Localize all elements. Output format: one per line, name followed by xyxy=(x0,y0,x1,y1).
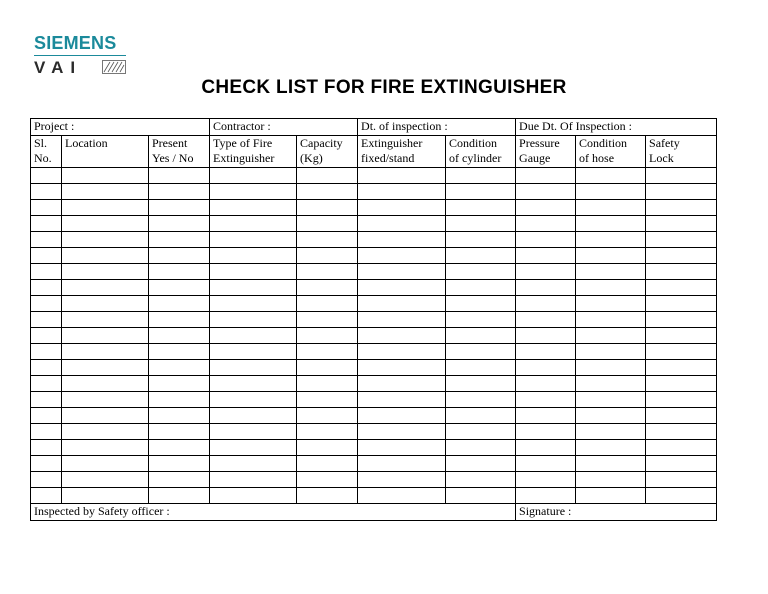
table-cell[interactable] xyxy=(446,200,516,216)
table-cell[interactable] xyxy=(446,168,516,184)
table-cell[interactable] xyxy=(31,184,62,200)
table-cell[interactable] xyxy=(210,360,297,376)
column-header xyxy=(62,136,149,168)
table-cell[interactable] xyxy=(446,312,516,328)
table-row xyxy=(31,488,717,504)
table-cell[interactable] xyxy=(358,312,446,328)
table-cell[interactable] xyxy=(576,360,646,376)
table-cell[interactable] xyxy=(446,184,516,200)
table-row xyxy=(31,344,717,360)
table-row xyxy=(31,360,717,376)
table-cell[interactable] xyxy=(62,376,149,392)
column-header-line1: Sl. xyxy=(34,136,48,150)
table-cell[interactable] xyxy=(210,376,297,392)
table-cell[interactable] xyxy=(576,472,646,488)
table-cell[interactable] xyxy=(576,376,646,392)
table-cell[interactable] xyxy=(149,232,210,248)
table-cell[interactable] xyxy=(446,264,516,280)
inspected-by-label: Inspected by Safety officer : xyxy=(34,504,170,518)
table-cell[interactable] xyxy=(516,408,576,424)
table-cell[interactable] xyxy=(358,216,446,232)
column-header-line1: Present xyxy=(152,136,188,150)
project-field[interactable] xyxy=(31,119,210,136)
table-cell[interactable] xyxy=(446,456,516,472)
page-title: CHECK LIST FOR FIRE EXTINGUISHER xyxy=(201,77,567,98)
table-cell[interactable] xyxy=(31,312,62,328)
table-cell[interactable] xyxy=(646,184,717,200)
table-cell[interactable] xyxy=(576,184,646,200)
table-row xyxy=(31,248,717,264)
table-cell[interactable] xyxy=(210,232,297,248)
table-cell[interactable] xyxy=(297,360,358,376)
table-row xyxy=(31,168,717,184)
table-cell[interactable] xyxy=(516,328,576,344)
column-header xyxy=(576,136,646,168)
table-cell[interactable] xyxy=(446,328,516,344)
table-cell[interactable] xyxy=(149,376,210,392)
table-cell[interactable] xyxy=(297,200,358,216)
table-row xyxy=(31,216,717,232)
column-header-line2: (Kg) xyxy=(300,151,323,165)
table-cell[interactable] xyxy=(297,168,358,184)
table-cell[interactable] xyxy=(576,456,646,472)
table-row xyxy=(31,440,717,456)
table-cell[interactable] xyxy=(358,264,446,280)
table-cell[interactable] xyxy=(62,296,149,312)
table-cell[interactable] xyxy=(516,296,576,312)
table-cell[interactable] xyxy=(358,472,446,488)
table-cell[interactable] xyxy=(297,392,358,408)
column-header-line1: Capacity xyxy=(300,136,343,150)
table-cell[interactable] xyxy=(358,344,446,360)
table-cell[interactable] xyxy=(210,216,297,232)
table-cell[interactable] xyxy=(516,200,576,216)
table-cell[interactable] xyxy=(446,360,516,376)
table-cell[interactable] xyxy=(149,312,210,328)
table-cell[interactable] xyxy=(297,312,358,328)
column-header-line2: Extinguisher xyxy=(213,151,275,165)
table-cell[interactable] xyxy=(31,328,62,344)
table-row xyxy=(31,264,717,280)
table-cell[interactable] xyxy=(210,168,297,184)
due-date-label: Due Dt. Of Inspection : xyxy=(519,119,633,133)
table-cell[interactable] xyxy=(646,488,717,504)
table-cell[interactable] xyxy=(516,168,576,184)
table-cell[interactable] xyxy=(576,344,646,360)
table-cell[interactable] xyxy=(446,232,516,248)
logo-divider xyxy=(34,55,126,56)
table-cell[interactable] xyxy=(358,360,446,376)
table-cell[interactable] xyxy=(62,360,149,376)
table-cell[interactable] xyxy=(31,440,62,456)
logo-sub-text: VAI xyxy=(34,58,83,77)
table-cell[interactable] xyxy=(297,296,358,312)
table-cell[interactable] xyxy=(358,328,446,344)
table-cell[interactable] xyxy=(31,376,62,392)
table-cell[interactable] xyxy=(31,168,62,184)
contractor-field[interactable] xyxy=(210,119,358,136)
table-cell[interactable] xyxy=(516,360,576,376)
table-row xyxy=(31,456,717,472)
table-cell[interactable] xyxy=(31,216,62,232)
table-cell[interactable] xyxy=(576,488,646,504)
column-header xyxy=(149,136,210,168)
table-cell[interactable] xyxy=(646,264,717,280)
column-header-line1: Type of Fire xyxy=(213,136,273,150)
table-cell[interactable] xyxy=(31,456,62,472)
table-cell[interactable] xyxy=(358,392,446,408)
table-cell[interactable] xyxy=(446,472,516,488)
table-cell[interactable] xyxy=(149,392,210,408)
table-cell[interactable] xyxy=(516,488,576,504)
table-cell[interactable] xyxy=(149,344,210,360)
table-cell[interactable] xyxy=(31,248,62,264)
column-header-line2: Yes / No xyxy=(152,151,194,165)
table-cell[interactable] xyxy=(516,424,576,440)
table-row xyxy=(31,472,717,488)
table-cell[interactable] xyxy=(516,392,576,408)
table-cell[interactable] xyxy=(358,376,446,392)
table-cell[interactable] xyxy=(297,424,358,440)
table-cell[interactable] xyxy=(576,248,646,264)
column-header-line1: Pressure xyxy=(519,136,560,150)
table-cell[interactable] xyxy=(576,200,646,216)
table-cell[interactable] xyxy=(516,248,576,264)
table-cell[interactable] xyxy=(62,200,149,216)
table-cell[interactable] xyxy=(446,488,516,504)
table-cell[interactable] xyxy=(646,168,717,184)
table-cell[interactable] xyxy=(62,328,149,344)
table-cell[interactable] xyxy=(149,264,210,280)
inspection-date-label: Dt. of inspection : xyxy=(361,119,448,133)
table-cell[interactable] xyxy=(149,472,210,488)
table-cell[interactable] xyxy=(62,280,149,296)
table-cell[interactable] xyxy=(62,168,149,184)
contractor-label: Contractor : xyxy=(213,119,271,133)
table-cell[interactable] xyxy=(149,248,210,264)
table-cell[interactable] xyxy=(646,408,717,424)
table-cell[interactable] xyxy=(358,248,446,264)
table-cell[interactable] xyxy=(297,216,358,232)
table-cell[interactable] xyxy=(149,168,210,184)
table-row xyxy=(31,408,717,424)
table-cell[interactable] xyxy=(149,424,210,440)
table-cell[interactable] xyxy=(516,184,576,200)
table-cell[interactable] xyxy=(576,408,646,424)
column-header-line2: fixed/stand xyxy=(361,151,415,165)
table-cell[interactable] xyxy=(576,392,646,408)
table-cell[interactable] xyxy=(31,280,62,296)
table-cell[interactable] xyxy=(358,168,446,184)
table-cell[interactable] xyxy=(297,184,358,200)
table-cell[interactable] xyxy=(297,280,358,296)
table-cell[interactable] xyxy=(646,376,717,392)
table-cell[interactable] xyxy=(149,456,210,472)
column-header-row xyxy=(31,136,717,168)
table-cell[interactable] xyxy=(31,424,62,440)
table-cell[interactable] xyxy=(210,440,297,456)
table-row xyxy=(31,424,717,440)
table-cell[interactable] xyxy=(210,456,297,472)
table-cell[interactable] xyxy=(576,280,646,296)
table-cell[interactable] xyxy=(210,264,297,280)
table-cell[interactable] xyxy=(646,440,717,456)
table-cell[interactable] xyxy=(149,200,210,216)
table-cell[interactable] xyxy=(149,408,210,424)
table-cell[interactable] xyxy=(210,280,297,296)
table-cell[interactable] xyxy=(516,344,576,360)
table-cell[interactable] xyxy=(358,232,446,248)
table-cell[interactable] xyxy=(31,232,62,248)
table-cell[interactable] xyxy=(446,296,516,312)
table-cell[interactable] xyxy=(358,456,446,472)
table-cell[interactable] xyxy=(210,184,297,200)
table-cell[interactable] xyxy=(62,472,149,488)
table-cell[interactable] xyxy=(62,456,149,472)
table-row xyxy=(31,232,717,248)
table-cell[interactable] xyxy=(358,184,446,200)
column-header xyxy=(446,136,516,168)
column-header-line1: Condition xyxy=(579,136,628,150)
table-row xyxy=(31,312,717,328)
table-cell[interactable] xyxy=(31,344,62,360)
table-cell[interactable] xyxy=(31,296,62,312)
signature-field[interactable] xyxy=(516,504,717,521)
table-cell[interactable] xyxy=(446,280,516,296)
table-cell[interactable] xyxy=(210,424,297,440)
table-cell[interactable] xyxy=(31,360,62,376)
table-cell[interactable] xyxy=(358,440,446,456)
footer-row xyxy=(31,504,717,521)
table-cell[interactable] xyxy=(149,328,210,344)
table-row xyxy=(31,184,717,200)
column-header-line1: Extinguisher xyxy=(361,136,423,150)
table-cell[interactable] xyxy=(516,216,576,232)
table-cell[interactable] xyxy=(446,248,516,264)
table-cell[interactable] xyxy=(646,312,717,328)
table-cell[interactable] xyxy=(210,200,297,216)
table-cell[interactable] xyxy=(646,392,717,408)
table-cell[interactable] xyxy=(446,408,516,424)
table-cell[interactable] xyxy=(576,168,646,184)
column-header-line2: of cylinder xyxy=(449,151,502,165)
table-cell[interactable] xyxy=(516,440,576,456)
table-cell[interactable] xyxy=(149,280,210,296)
table-cell[interactable] xyxy=(646,232,717,248)
table-cell[interactable] xyxy=(149,216,210,232)
table-cell[interactable] xyxy=(297,472,358,488)
column-header xyxy=(297,136,358,168)
column-header-line2: Lock xyxy=(649,151,674,165)
column-header xyxy=(516,136,576,168)
project-label: Project : xyxy=(34,119,75,133)
table-cell[interactable] xyxy=(149,440,210,456)
table-cell[interactable] xyxy=(62,440,149,456)
table-cell[interactable] xyxy=(297,344,358,360)
table-row xyxy=(31,328,717,344)
table-cell[interactable] xyxy=(446,440,516,456)
table-cell[interactable] xyxy=(297,376,358,392)
column-header xyxy=(358,136,446,168)
table-row xyxy=(31,200,717,216)
table-cell[interactable] xyxy=(62,248,149,264)
table-cell[interactable] xyxy=(516,376,576,392)
table-cell[interactable] xyxy=(297,248,358,264)
table-cell[interactable] xyxy=(646,456,717,472)
table-cell[interactable] xyxy=(646,424,717,440)
table-cell[interactable] xyxy=(31,488,62,504)
table-cell[interactable] xyxy=(576,328,646,344)
due-date-field[interactable] xyxy=(516,119,717,136)
table-cell[interactable] xyxy=(210,488,297,504)
table-cell[interactable] xyxy=(358,408,446,424)
table-cell[interactable] xyxy=(62,408,149,424)
table-cell[interactable] xyxy=(516,232,576,248)
table-cell[interactable] xyxy=(62,184,149,200)
column-header-line2: of hose xyxy=(579,151,615,165)
table-cell[interactable] xyxy=(31,472,62,488)
table-cell[interactable] xyxy=(149,296,210,312)
table-cell[interactable] xyxy=(210,312,297,328)
table-cell[interactable] xyxy=(358,280,446,296)
table-cell[interactable] xyxy=(576,232,646,248)
table-row xyxy=(31,280,717,296)
table-cell[interactable] xyxy=(149,184,210,200)
table-cell[interactable] xyxy=(358,296,446,312)
table-cell[interactable] xyxy=(516,280,576,296)
table-cell[interactable] xyxy=(516,312,576,328)
table-cell[interactable] xyxy=(646,200,717,216)
table-cell[interactable] xyxy=(31,264,62,280)
inspection-date-field[interactable] xyxy=(358,119,516,136)
table-row xyxy=(31,376,717,392)
column-header xyxy=(31,136,62,168)
table-cell[interactable] xyxy=(516,264,576,280)
table-cell[interactable] xyxy=(576,264,646,280)
checklist-table xyxy=(30,118,717,521)
table-cell[interactable] xyxy=(646,328,717,344)
table-cell[interactable] xyxy=(646,344,717,360)
column-header-line2: No. xyxy=(34,151,52,165)
table-cell[interactable] xyxy=(210,408,297,424)
column-header-line1: Condition xyxy=(449,136,498,150)
table-cell[interactable] xyxy=(446,216,516,232)
inspected-by-field[interactable] xyxy=(31,504,516,521)
column-header-line1: Safety xyxy=(649,136,680,150)
table-cell[interactable] xyxy=(646,472,717,488)
table-row xyxy=(31,296,717,312)
table-cell[interactable] xyxy=(646,280,717,296)
table-cell[interactable] xyxy=(358,424,446,440)
table-cell[interactable] xyxy=(31,392,62,408)
table-cell[interactable] xyxy=(646,216,717,232)
table-cell[interactable] xyxy=(358,200,446,216)
table-cell[interactable] xyxy=(210,328,297,344)
table-cell[interactable] xyxy=(149,488,210,504)
column-header-line2: Gauge xyxy=(519,151,551,165)
table-cell[interactable] xyxy=(297,264,358,280)
table-cell[interactable] xyxy=(62,424,149,440)
table-cell[interactable] xyxy=(576,312,646,328)
table-cell[interactable] xyxy=(149,360,210,376)
column-header xyxy=(210,136,297,168)
table-cell[interactable] xyxy=(358,488,446,504)
table-cell[interactable] xyxy=(62,264,149,280)
table-cell[interactable] xyxy=(297,232,358,248)
table-cell[interactable] xyxy=(62,216,149,232)
table-cell[interactable] xyxy=(210,392,297,408)
table-cell[interactable] xyxy=(297,440,358,456)
header-info-row xyxy=(31,119,717,136)
table-cell[interactable] xyxy=(297,456,358,472)
table-cell[interactable] xyxy=(62,392,149,408)
table-cell[interactable] xyxy=(297,328,358,344)
table-cell[interactable] xyxy=(646,248,717,264)
table-cell[interactable] xyxy=(646,296,717,312)
table-cell[interactable] xyxy=(446,376,516,392)
table-cell[interactable] xyxy=(62,344,149,360)
table-cell[interactable] xyxy=(576,216,646,232)
table-cell[interactable] xyxy=(31,408,62,424)
table-cell[interactable] xyxy=(516,472,576,488)
signature-label: Signature : xyxy=(519,504,572,518)
column-header xyxy=(646,136,717,168)
table-cell[interactable] xyxy=(62,232,149,248)
table-cell[interactable] xyxy=(62,312,149,328)
table-cell[interactable] xyxy=(62,488,149,504)
table-cell[interactable] xyxy=(516,456,576,472)
table-cell[interactable] xyxy=(210,472,297,488)
table-cell[interactable] xyxy=(576,440,646,456)
table-cell[interactable] xyxy=(210,296,297,312)
table-cell[interactable] xyxy=(31,200,62,216)
table-cell[interactable] xyxy=(297,488,358,504)
table-cell[interactable] xyxy=(210,344,297,360)
table-cell[interactable] xyxy=(576,296,646,312)
table-cell[interactable] xyxy=(210,248,297,264)
siemens-vai-logo xyxy=(34,33,134,79)
table-cell[interactable] xyxy=(446,424,516,440)
table-cell[interactable] xyxy=(646,360,717,376)
vai-wave-logo-icon xyxy=(102,60,126,74)
table-cell[interactable] xyxy=(576,424,646,440)
column-header-line1: Location xyxy=(65,136,108,150)
table-cell[interactable] xyxy=(446,392,516,408)
table-cell[interactable] xyxy=(446,344,516,360)
table-cell[interactable] xyxy=(297,408,358,424)
table-row xyxy=(31,392,717,408)
logo-brand-text: SIEMENS xyxy=(34,33,117,53)
